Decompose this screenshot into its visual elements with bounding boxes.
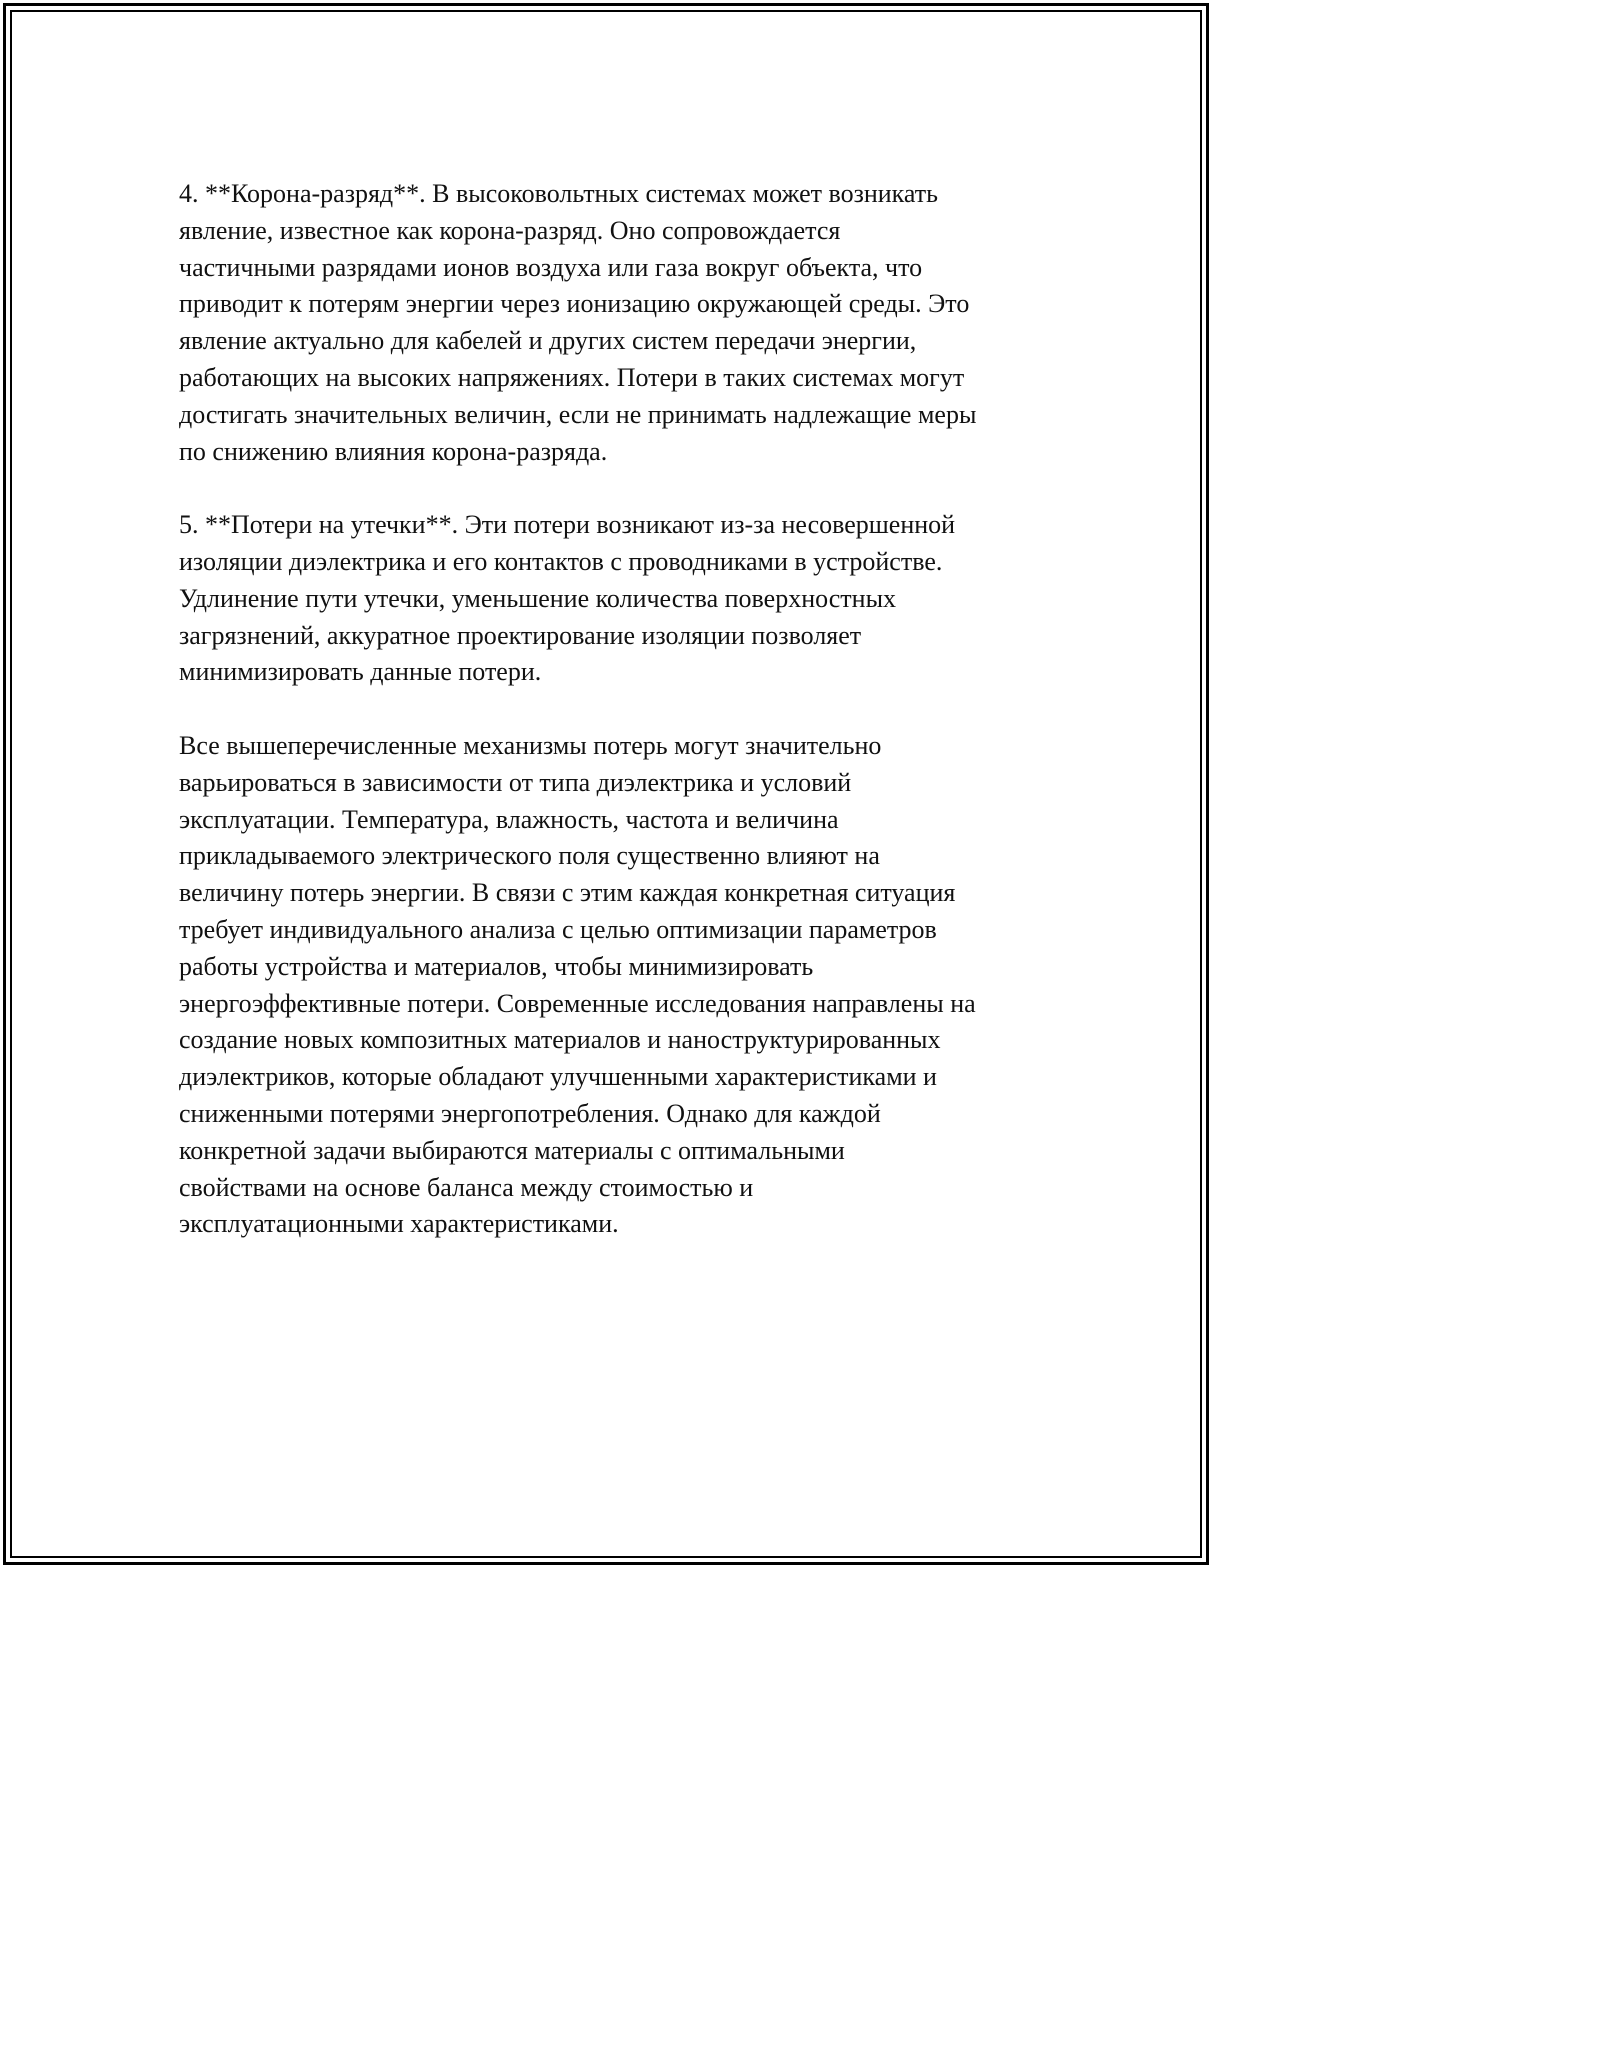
text-line: изоляции диэлектрика и его контактов с проводниками в устройстве. <box>179 546 943 576</box>
text-line: Все вышеперечисленные механизмы потерь могут значительно <box>179 730 882 760</box>
text-line: 5. **Потери на утечки**. Эти потери возникают из-за несовершенной <box>179 510 956 540</box>
text-line: прикладываемого электрического поля существенно влияют на <box>179 841 880 871</box>
text-line: величину потерь энергии. В связи с этим каждая конкретная ситуация <box>179 878 956 908</box>
text-line: сниженными потерями энергопотребления. Однако для каждой <box>179 1098 881 1128</box>
text-line: 4. **Корона-разряд**. В высоковольтных системах может возникать <box>179 179 939 208</box>
text-line: свойствами на основе баланса между стоимостью и <box>179 1172 754 1202</box>
text-line: энергоэффективные потери. Современные исследования направлены на <box>179 988 976 1018</box>
paragraph-corona-discharge <box>179 176 1079 470</box>
text-line: работы устройства и материалов, чтобы минимизировать <box>179 951 814 981</box>
paragraph-leakage-losses <box>179 507 1079 691</box>
text-line: требует индивидуального анализа с целью оптимизации параметров <box>179 914 937 944</box>
text-line: явление, известное как корона-разряд. Оно сопровождается <box>179 215 841 245</box>
document-body <box>179 176 1079 1243</box>
text-line: эксплуатационными характеристиками. <box>179 1209 619 1239</box>
text-line: варьироваться в зависимости от типа диэлектрика и условий <box>179 767 852 797</box>
text-line: работающих на высоких напряжениях. Потери в таких системах могут <box>179 362 965 392</box>
text-line: загрязнений, аккуратное проектирование изоляции позволяет <box>179 620 862 650</box>
text-line: достигать значительных величин, если не принимать надлежащие меры <box>179 399 977 429</box>
text-line: приводит к потерям энергии через ионизацию окружающей среды. Это <box>179 289 970 319</box>
text-line: минимизировать данные потери. <box>179 657 542 687</box>
text-line: диэлектриков, которые обладают улучшенными характеристиками и <box>179 1062 937 1092</box>
text-line: частичными разрядами ионов воздуха или газа вокруг объекта, что <box>179 252 923 282</box>
text-line: конкретной задачи выбираются материалы с оптимальными <box>179 1135 845 1165</box>
paragraph-conclusion <box>179 728 1079 1243</box>
text-line: эксплуатации. Температура, влажность, частота и величина <box>179 804 839 834</box>
text-line: явление актуально для кабелей и других систем передачи энергии, <box>179 326 917 356</box>
text-line: создание новых композитных материалов и наноструктурированных <box>179 1025 941 1055</box>
text-line: по снижению влияния корона-разряда. <box>179 436 608 466</box>
text-line: Удлинение пути утечки, уменьшение количества поверхностных <box>179 583 897 613</box>
